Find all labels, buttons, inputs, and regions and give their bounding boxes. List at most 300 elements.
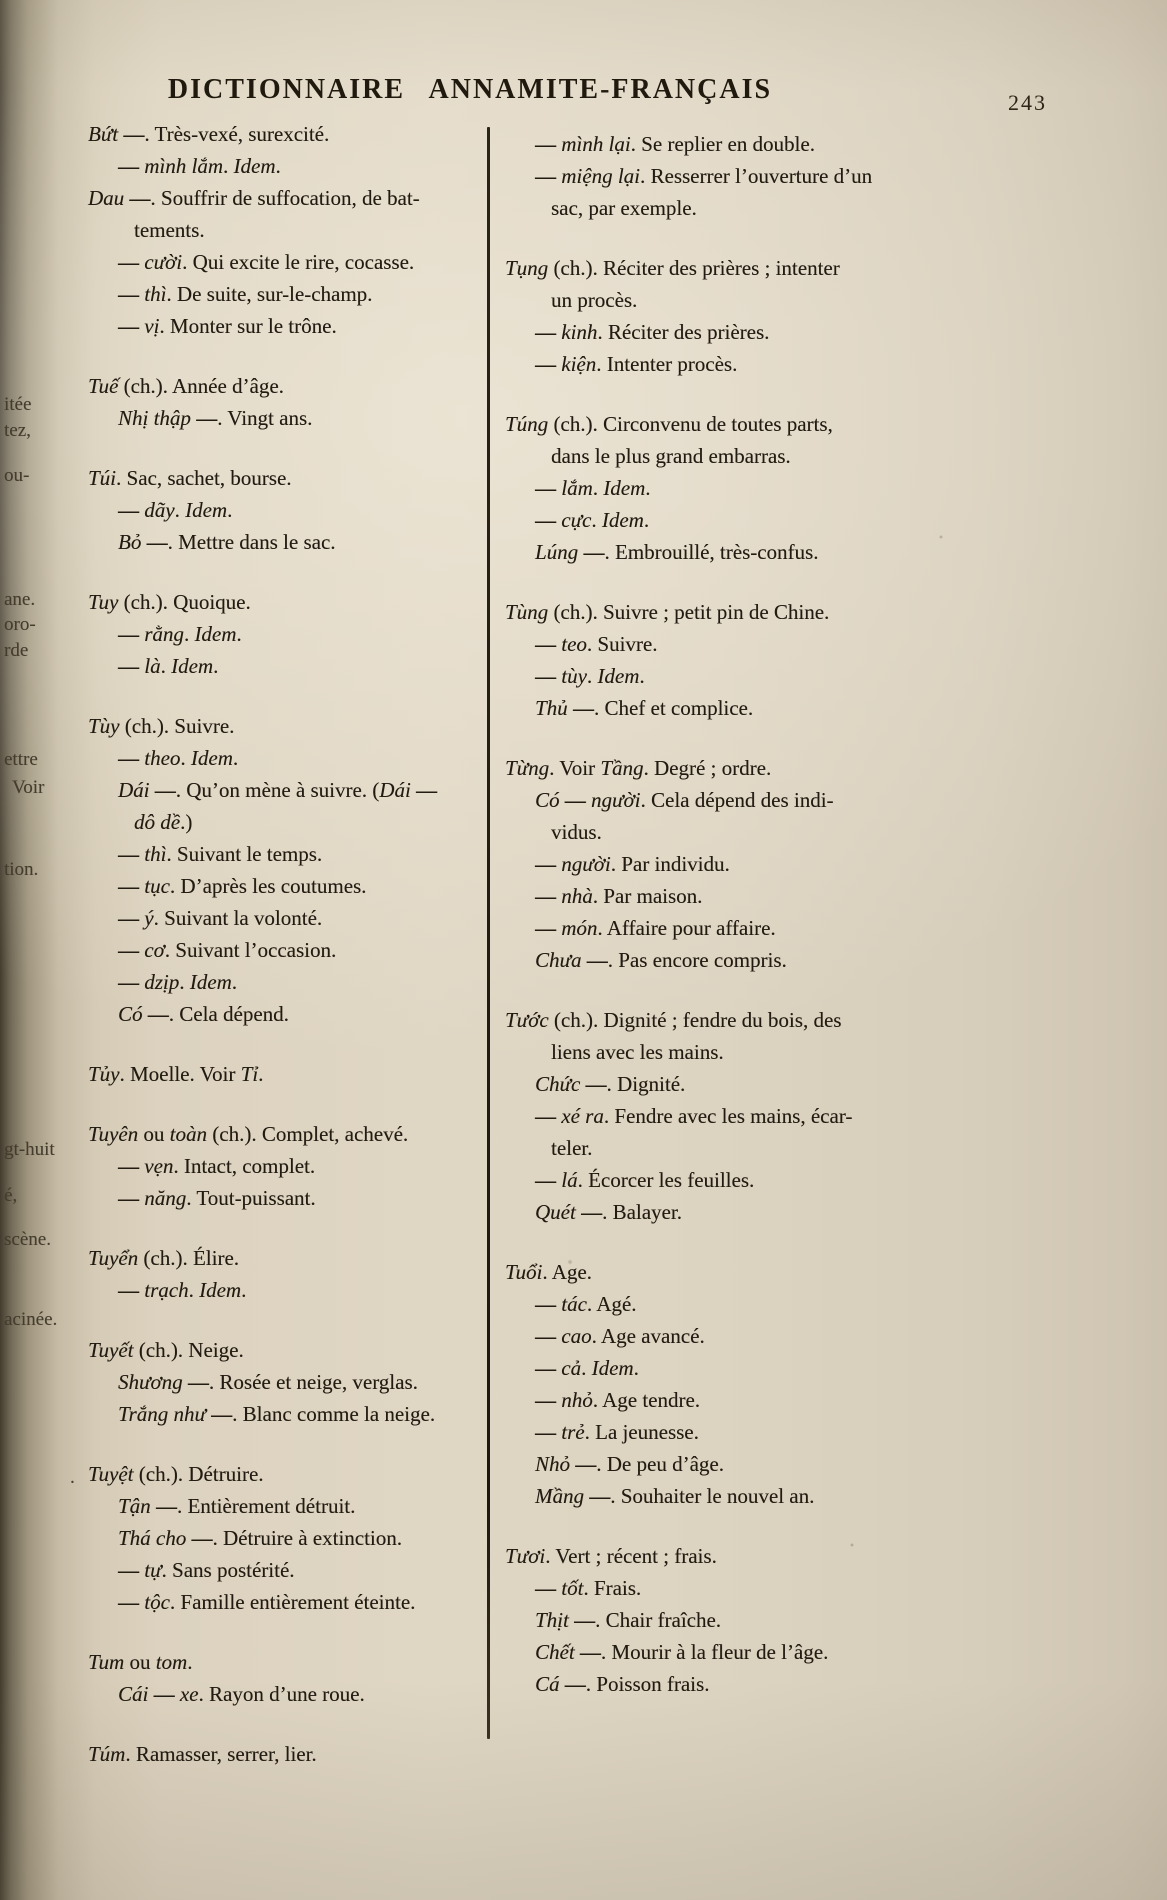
entry-line xyxy=(88,1058,490,1090)
headword-text: Idem xyxy=(233,154,276,178)
headword-text: Chưa xyxy=(535,948,582,972)
definition-text: — xyxy=(564,788,586,812)
headword-text: dãy xyxy=(144,498,175,522)
headword-text: Nhị thập xyxy=(118,406,191,430)
margin-fragment: tez, xyxy=(4,420,31,441)
definition-text: . xyxy=(591,508,602,532)
definition-text: . Voir xyxy=(549,756,601,780)
definition-text: . Ramasser, serrer, lier. xyxy=(125,1742,317,1766)
definition-text: (ch.). Suivre. xyxy=(119,714,235,738)
headword-text: Tuế xyxy=(88,374,119,398)
headword-text: tự xyxy=(144,1558,162,1582)
definition-text: — xyxy=(155,1494,177,1518)
entry-line xyxy=(505,536,965,568)
definition-text: — xyxy=(535,1324,556,1348)
entry-line xyxy=(88,966,490,998)
headword-text: Tuổi xyxy=(505,1260,543,1284)
entry-line xyxy=(505,192,965,224)
headword-text: Tuy xyxy=(88,590,119,614)
entry-line xyxy=(505,1604,965,1636)
entry-line xyxy=(505,660,965,692)
entry-line xyxy=(505,1668,965,1700)
headword-text: Lúng xyxy=(535,540,579,564)
definition-text: — xyxy=(583,540,605,564)
entry-line xyxy=(505,692,965,724)
definition-text: . xyxy=(275,154,281,178)
headword-text: Thá cho xyxy=(118,1526,187,1550)
entry-line xyxy=(88,1118,490,1150)
definition-text: . xyxy=(188,1278,200,1302)
definition-text: — xyxy=(574,1608,596,1632)
headword-text: Bứt xyxy=(88,122,119,146)
entry-group xyxy=(88,1242,490,1306)
entry-line xyxy=(505,1256,965,1288)
definition-text: — xyxy=(535,632,556,656)
entry-line xyxy=(505,128,965,160)
definition-text: . Cela dépend. xyxy=(168,1002,289,1026)
definition-text: liens avec les mains. xyxy=(551,1040,724,1064)
headword-text: Thịt xyxy=(535,1608,569,1632)
definition-text: . xyxy=(187,1650,193,1674)
entry-line xyxy=(505,1004,965,1036)
definition-text: . xyxy=(227,498,233,522)
definition-text: — xyxy=(535,320,556,344)
definition-text: — xyxy=(535,352,556,376)
definition-text: — xyxy=(535,1356,556,1380)
definition-text: (ch.). Circonvenu de toutes parts, xyxy=(548,412,833,436)
headword-text: xe xyxy=(179,1682,199,1706)
definition-text: . Frais. xyxy=(583,1576,642,1600)
entry-line xyxy=(505,1196,965,1228)
headword-text: năng xyxy=(144,1186,187,1210)
headword-text: tục xyxy=(144,874,170,898)
headword-text: Idem xyxy=(185,498,228,522)
entry-line xyxy=(88,278,490,310)
entry-group xyxy=(88,710,490,1030)
headword-text: Tuyên xyxy=(88,1122,139,1146)
definition-text: . Chair fraîche. xyxy=(595,1608,722,1632)
definition-text: ou xyxy=(124,1650,156,1674)
definition-text: . Age tendre. xyxy=(592,1388,701,1412)
definition-text: — xyxy=(196,406,218,430)
entry-group xyxy=(88,370,490,434)
definition-text: . Très-vexé, surexcité. xyxy=(144,122,330,146)
definition-text: . xyxy=(232,746,239,770)
headword-text: tộc xyxy=(144,1590,170,1614)
definition-text: — xyxy=(535,508,556,532)
definition-text: un procès. xyxy=(551,288,638,312)
definition-text: — xyxy=(118,906,139,930)
margin-fragment: ou- xyxy=(4,465,30,486)
definition-text: — xyxy=(535,476,556,500)
headword-text: Dau xyxy=(88,186,125,210)
headword-text: tom xyxy=(155,1650,188,1674)
entry-line xyxy=(505,1448,965,1480)
definition-text: . Se replier en double. xyxy=(630,132,815,156)
entry-line xyxy=(88,1586,490,1618)
definition-text: . Balayer. xyxy=(602,1200,682,1224)
headword-text: trẻ xyxy=(561,1420,585,1444)
definition-text: . Famille entièrement éteinte. xyxy=(169,1590,416,1614)
definition-text: teler. xyxy=(551,1136,593,1160)
headword-text: Dái xyxy=(118,778,150,802)
definition-text: — xyxy=(153,1682,175,1706)
headword-text: Túi xyxy=(88,466,117,490)
headword-text: Túng xyxy=(505,412,549,436)
entry-line xyxy=(505,816,965,848)
entry-line xyxy=(505,348,965,380)
definition-text: . xyxy=(231,970,237,994)
headword-text: ý xyxy=(144,906,154,930)
definition-text: — xyxy=(535,852,556,876)
definition-text: . Suivant l’occasion. xyxy=(164,938,337,962)
definition-text: . Réciter des prières. xyxy=(597,320,770,344)
headword-text: Tủy xyxy=(88,1062,120,1086)
entry-group xyxy=(505,596,965,724)
definition-text: — xyxy=(154,778,176,802)
entry-group xyxy=(88,1118,490,1214)
definition-text: — xyxy=(123,122,145,146)
entry-line xyxy=(88,1490,490,1522)
headword-text: Quét xyxy=(535,1200,576,1224)
headword-text: thì xyxy=(144,282,167,306)
margin-fragment: . xyxy=(70,1467,75,1488)
margin-fragment: ettre xyxy=(4,749,38,770)
definition-text: — xyxy=(581,1200,603,1224)
headword-text: cao xyxy=(561,1324,592,1348)
headword-text: Idem xyxy=(603,476,646,500)
definition-text: (ch.). Dignité ; fendre du bois, des xyxy=(548,1008,842,1032)
definition-text: — xyxy=(118,154,139,178)
definition-text: — xyxy=(118,1590,139,1614)
entry-line xyxy=(505,440,965,472)
definition-text: . Moelle. Voir xyxy=(119,1062,241,1086)
margin-fragment: scène. xyxy=(4,1229,51,1250)
headword-text: Từng xyxy=(505,756,550,780)
entry-line xyxy=(505,848,965,880)
entry-line xyxy=(88,1458,490,1490)
definition-text: . La jeunesse. xyxy=(584,1420,699,1444)
headword-text: nhà xyxy=(561,884,593,908)
headword-text: toàn xyxy=(169,1122,208,1146)
definition-text: . Degré ; ordre. xyxy=(643,756,772,780)
definition-text: . xyxy=(179,970,190,994)
headword-text: Tuyển xyxy=(88,1246,139,1270)
headword-text: Dái xyxy=(379,778,411,802)
definition-text: . xyxy=(236,622,242,646)
entry-line xyxy=(88,618,490,650)
entry-line xyxy=(88,462,490,494)
entry-line xyxy=(505,596,965,628)
entry-line xyxy=(88,214,490,246)
headword-text: Chức xyxy=(535,1072,581,1096)
definition-text: — xyxy=(118,970,139,994)
entry-line xyxy=(505,1164,965,1196)
entry-group xyxy=(505,252,965,380)
definition-text: . Souhaiter le nouvel an. xyxy=(610,1484,815,1508)
definition-text: vidus. xyxy=(551,820,602,844)
headword-text: Bỏ xyxy=(118,530,142,554)
margin-fragment: oro- xyxy=(4,614,36,635)
headword-text: Tum xyxy=(88,1650,125,1674)
margin-fragment: rde xyxy=(4,640,29,661)
entry-line xyxy=(88,1738,490,1770)
definition-text: (ch.). Détruire. xyxy=(133,1462,264,1486)
page-title: DICTIONNAIRE ANNAMITE-FRANÇAIS xyxy=(167,74,773,105)
entry-line xyxy=(88,934,490,966)
entry-group xyxy=(505,1540,965,1700)
definition-text: — xyxy=(416,778,438,802)
definition-text: . Intact, complet. xyxy=(173,1154,316,1178)
definition-text: — xyxy=(535,1292,556,1316)
headword-text: Idem xyxy=(601,508,644,532)
definition-text: — xyxy=(191,1526,213,1550)
entry-line xyxy=(88,1366,490,1398)
entry-line xyxy=(505,784,965,816)
definition-text: . Age avancé. xyxy=(591,1324,705,1348)
entry-line xyxy=(505,1100,965,1132)
margin-fragment: Voir xyxy=(12,777,45,798)
definition-text: — xyxy=(147,1002,169,1026)
margin-fragment: ane. xyxy=(4,589,36,610)
definition-text: . Sans postérité. xyxy=(161,1558,295,1582)
definition-text: — xyxy=(118,314,139,338)
definition-text: . Entièrement détruit. xyxy=(176,1494,356,1518)
headword-text: dzịp xyxy=(144,970,180,994)
definition-text: . xyxy=(183,622,195,646)
headword-text: Tận xyxy=(118,1494,151,1518)
entry-line xyxy=(505,408,965,440)
definition-text: . xyxy=(223,154,234,178)
definition-text: . xyxy=(645,476,651,500)
entry-line xyxy=(88,998,490,1030)
entry-group xyxy=(88,1738,490,1770)
definition-text: . xyxy=(633,1356,639,1380)
headword-text: người xyxy=(591,788,641,812)
definition-text: — xyxy=(579,1640,601,1664)
definition-text: — xyxy=(118,842,139,866)
entry-group xyxy=(505,752,965,976)
headword-text: Chết xyxy=(535,1640,575,1664)
headword-text: Cái xyxy=(118,1682,149,1706)
entry-line xyxy=(505,752,965,784)
margin-fragment: itée xyxy=(4,394,32,415)
definition-text: . Dignité. xyxy=(606,1072,686,1096)
headword-text: nhỏ xyxy=(561,1388,593,1412)
headword-text: Idem xyxy=(171,654,214,678)
entry-line xyxy=(505,1320,965,1352)
definition-text: . xyxy=(258,1062,264,1086)
definition-text: — xyxy=(586,948,608,972)
entry-group xyxy=(88,1334,490,1430)
definition-text: tements. xyxy=(134,218,205,242)
entry-line xyxy=(505,944,965,976)
entry-group xyxy=(88,586,490,682)
margin-fragment: tion. xyxy=(4,859,39,880)
definition-text: — xyxy=(118,746,139,770)
definition-text: . Resserrer l’ouverture d’un xyxy=(640,164,873,188)
entry-line xyxy=(505,1068,965,1100)
entry-line xyxy=(88,1274,490,1306)
headword-text: Nhỏ xyxy=(535,1452,571,1476)
definition-text: — xyxy=(535,884,556,908)
definition-text: . Poisson frais. xyxy=(585,1672,710,1696)
headword-text: Idem xyxy=(194,622,237,646)
headword-text: Tầng xyxy=(600,756,644,780)
definition-text: — xyxy=(118,250,139,274)
definition-text: . xyxy=(213,654,219,678)
definition-text: (ch.). Année d’âge. xyxy=(118,374,284,398)
entry-line xyxy=(505,284,965,316)
headword-text: Tươi xyxy=(505,1544,546,1568)
definition-text: . Qu’on mène à suivre. ( xyxy=(175,778,380,802)
entry-line xyxy=(88,1242,490,1274)
entry-group xyxy=(88,1458,490,1618)
page-number: 243 xyxy=(1008,90,1047,115)
definition-text: . Tout-puissant. xyxy=(186,1186,316,1210)
entry-line xyxy=(505,1540,965,1572)
headword-text: kiện xyxy=(561,352,597,376)
definition-text: — xyxy=(118,874,139,898)
headword-text: cực xyxy=(561,508,592,532)
entry-line xyxy=(88,806,490,838)
definition-text: . Rosée et neige, verglas. xyxy=(208,1370,418,1394)
definition-text: . Écorcer les feuilles. xyxy=(577,1168,755,1192)
entry-line xyxy=(505,316,965,348)
headword-text: kinh xyxy=(561,320,598,344)
definition-text: dans le plus grand embarras. xyxy=(551,444,791,468)
definition-text: sac, par exemple. xyxy=(551,196,697,220)
definition-text: — xyxy=(585,1072,607,1096)
definition-text: — xyxy=(118,654,139,678)
definition-text: — xyxy=(118,1278,139,1302)
definition-text: . xyxy=(180,746,191,770)
entry-line xyxy=(505,912,965,944)
entry-line xyxy=(88,902,490,934)
definition-text: . Mourir à la fleur de l’âge. xyxy=(600,1640,829,1664)
definition-text: . Agé. xyxy=(586,1292,637,1316)
headword-text: Tuyệt xyxy=(88,1462,134,1486)
definition-text: . Chef et complice. xyxy=(593,696,754,720)
headword-text: món xyxy=(561,916,598,940)
definition-text: . Suivant le temps. xyxy=(166,842,323,866)
headword-text: là xyxy=(144,654,161,678)
entry-line xyxy=(88,526,490,558)
headword-text: cơ xyxy=(144,938,165,962)
entry-line xyxy=(88,1646,490,1678)
definition-text: . Affaire pour affaire. xyxy=(597,916,776,940)
entry-line xyxy=(88,150,490,182)
entry-line xyxy=(505,1480,965,1512)
headword-text: Idem xyxy=(199,1278,242,1302)
headword-text: tốt xyxy=(561,1576,584,1600)
left-column xyxy=(88,118,490,1798)
entry-line xyxy=(88,310,490,342)
entry-line xyxy=(505,1288,965,1320)
definition-text: . Rayon d’une roue. xyxy=(198,1682,365,1706)
definition-text: . Vingt ans. xyxy=(217,406,313,430)
definition-text: . Par maison. xyxy=(592,884,703,908)
entry-line xyxy=(505,1636,965,1668)
definition-text: . Suivant la volonté. xyxy=(153,906,323,930)
definition-text: . Par individu. xyxy=(610,852,730,876)
headword-text: dô dề xyxy=(134,810,181,834)
definition-text: — xyxy=(564,1672,586,1696)
entry-line xyxy=(88,838,490,870)
definition-text: (ch.). Suivre ; petit pin de Chine. xyxy=(548,600,830,624)
headword-text: lắm xyxy=(561,476,593,500)
definition-text: — xyxy=(535,1576,556,1600)
definition-text: . xyxy=(592,476,604,500)
headword-text: Tụng xyxy=(505,256,549,280)
definition-text: ou xyxy=(138,1122,170,1146)
entry-line xyxy=(88,650,490,682)
entry-group xyxy=(88,1058,490,1090)
definition-text: — xyxy=(589,1484,611,1508)
headword-text: xé ra xyxy=(561,1104,604,1128)
headword-text: lá xyxy=(561,1168,578,1192)
definition-text: . Sac, sachet, bourse. xyxy=(116,466,292,490)
definition-text: — xyxy=(535,132,556,156)
definition-text: — xyxy=(535,1388,556,1412)
definition-text: — xyxy=(535,164,556,188)
definition-text: . xyxy=(639,664,645,688)
definition-text: — xyxy=(118,622,139,646)
definition-text: — xyxy=(118,1154,139,1178)
headword-text: theo xyxy=(144,746,181,770)
margin-fragment: gt-huit xyxy=(4,1139,55,1160)
definition-text: . xyxy=(241,1278,247,1302)
headword-text: Thủ xyxy=(535,696,568,720)
definition-text: . xyxy=(581,1356,592,1380)
headword-text: Tỉ xyxy=(240,1062,259,1086)
headword-text: thì xyxy=(144,842,167,866)
definition-text: . xyxy=(643,508,650,532)
definition-text: (ch.). Élire. xyxy=(138,1246,240,1270)
entry-group xyxy=(88,462,490,558)
definition-text: .) xyxy=(180,810,193,834)
definition-text: (ch.). Réciter des prières ; intenter xyxy=(548,256,840,280)
entry-line xyxy=(88,494,490,526)
headword-text: rằng xyxy=(144,622,184,646)
definition-text: — xyxy=(535,664,556,688)
headword-text: Tùy xyxy=(88,714,120,738)
entry-line xyxy=(505,1384,965,1416)
definition-text: . Monter sur le trône. xyxy=(159,314,337,338)
headword-text: Tùng xyxy=(505,600,549,624)
entry-group xyxy=(88,118,490,342)
entry-line xyxy=(505,1572,965,1604)
definition-text: — xyxy=(572,696,594,720)
entry-line xyxy=(88,1522,490,1554)
headword-text: Idem xyxy=(591,1356,634,1380)
entry-line xyxy=(88,870,490,902)
definition-text: — xyxy=(118,282,139,306)
definition-text: . Intenter procès. xyxy=(596,352,738,376)
definition-text: — xyxy=(535,1168,556,1192)
definition-text: — xyxy=(187,1370,209,1394)
entry-line xyxy=(88,586,490,618)
headword-text: teo xyxy=(561,632,587,656)
headword-text: Shương xyxy=(118,1370,183,1394)
definition-text: . De suite, sur-le-champ. xyxy=(166,282,373,306)
entry-line xyxy=(88,370,490,402)
headword-text: Idem xyxy=(597,664,640,688)
headword-text: mình lại xyxy=(561,132,631,156)
headword-text: Túm xyxy=(88,1742,126,1766)
definition-text: (ch.). Complet, achevé. xyxy=(207,1122,409,1146)
definition-text: — xyxy=(129,186,151,210)
